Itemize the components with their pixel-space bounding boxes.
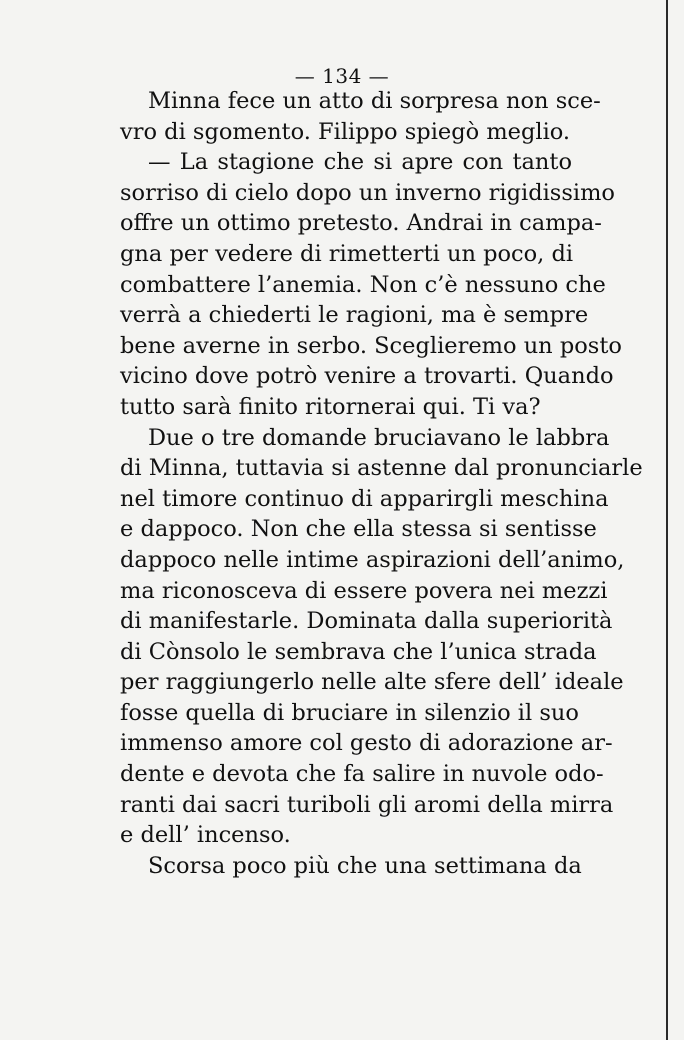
text-line: bene averne in serbo. Sceglieremo un posto bbox=[120, 332, 622, 359]
text-line: ma riconosceva di essere povera nei mezzi bbox=[120, 577, 608, 604]
text-line: combattere l’anemia. Non c’è nessuno che bbox=[120, 271, 606, 298]
text-line: ranti dai sacri turiboli gli aromi della mirra bbox=[120, 791, 614, 818]
body-text bbox=[120, 86, 643, 881]
text-line: tutto sarà finito ritornerai qui. Ti va? bbox=[120, 393, 541, 420]
text-line: vro di sgomento. Filippo spiegò meglio. bbox=[120, 118, 571, 145]
text-line: offre un ottimo pretesto. Andrai in campa- bbox=[120, 210, 602, 237]
text-line: gna per vedere di rimetterti un poco, di bbox=[120, 240, 574, 267]
page-number: — 134 — bbox=[294, 64, 390, 88]
text-line: e dappoco. Non che ella stessa si sentisse bbox=[120, 516, 597, 543]
text-line: sorriso di cielo dopo un inverno rigidissimo bbox=[120, 179, 615, 206]
text-line: di manifestarle. Dominata dalla superiorità bbox=[120, 608, 613, 635]
page-edge-line bbox=[666, 0, 668, 1040]
text-line: immenso amore col gesto di adorazione ar- bbox=[120, 730, 613, 757]
text-line: dente e devota che fa salire in nuvole odo- bbox=[120, 761, 604, 788]
text-line: Minna fece un atto di sorpresa non sce- bbox=[148, 88, 601, 114]
text-line: — La stagione che si apre con tanto bbox=[148, 149, 572, 176]
text-line: dappoco nelle intime aspirazioni dell’animo, bbox=[120, 546, 625, 573]
text-line: fosse quella di bruciare in silenzio il suo bbox=[120, 699, 579, 726]
text-line: vicino dove potrò venire a trovarti. Quando bbox=[120, 363, 614, 390]
text-line: Scorsa poco più che una settimana da bbox=[148, 852, 582, 879]
text-line: di Cònsolo le sembrava che l’unica strada bbox=[120, 638, 597, 665]
text-line: di Minna, tuttavia si astenne dal pronunciarle bbox=[120, 455, 643, 482]
text-line: e dell’ incenso. bbox=[120, 822, 291, 849]
text-line: per raggiungerlo nelle alte sfere dell’ ideale bbox=[120, 669, 624, 696]
text-line: nel timore continuo di apparirgli meschina bbox=[120, 485, 609, 512]
text-line: Due o tre domande bruciavano le labbra bbox=[148, 424, 610, 451]
text-line: verrà a chiederti le ragioni, ma è sempre bbox=[120, 302, 589, 329]
